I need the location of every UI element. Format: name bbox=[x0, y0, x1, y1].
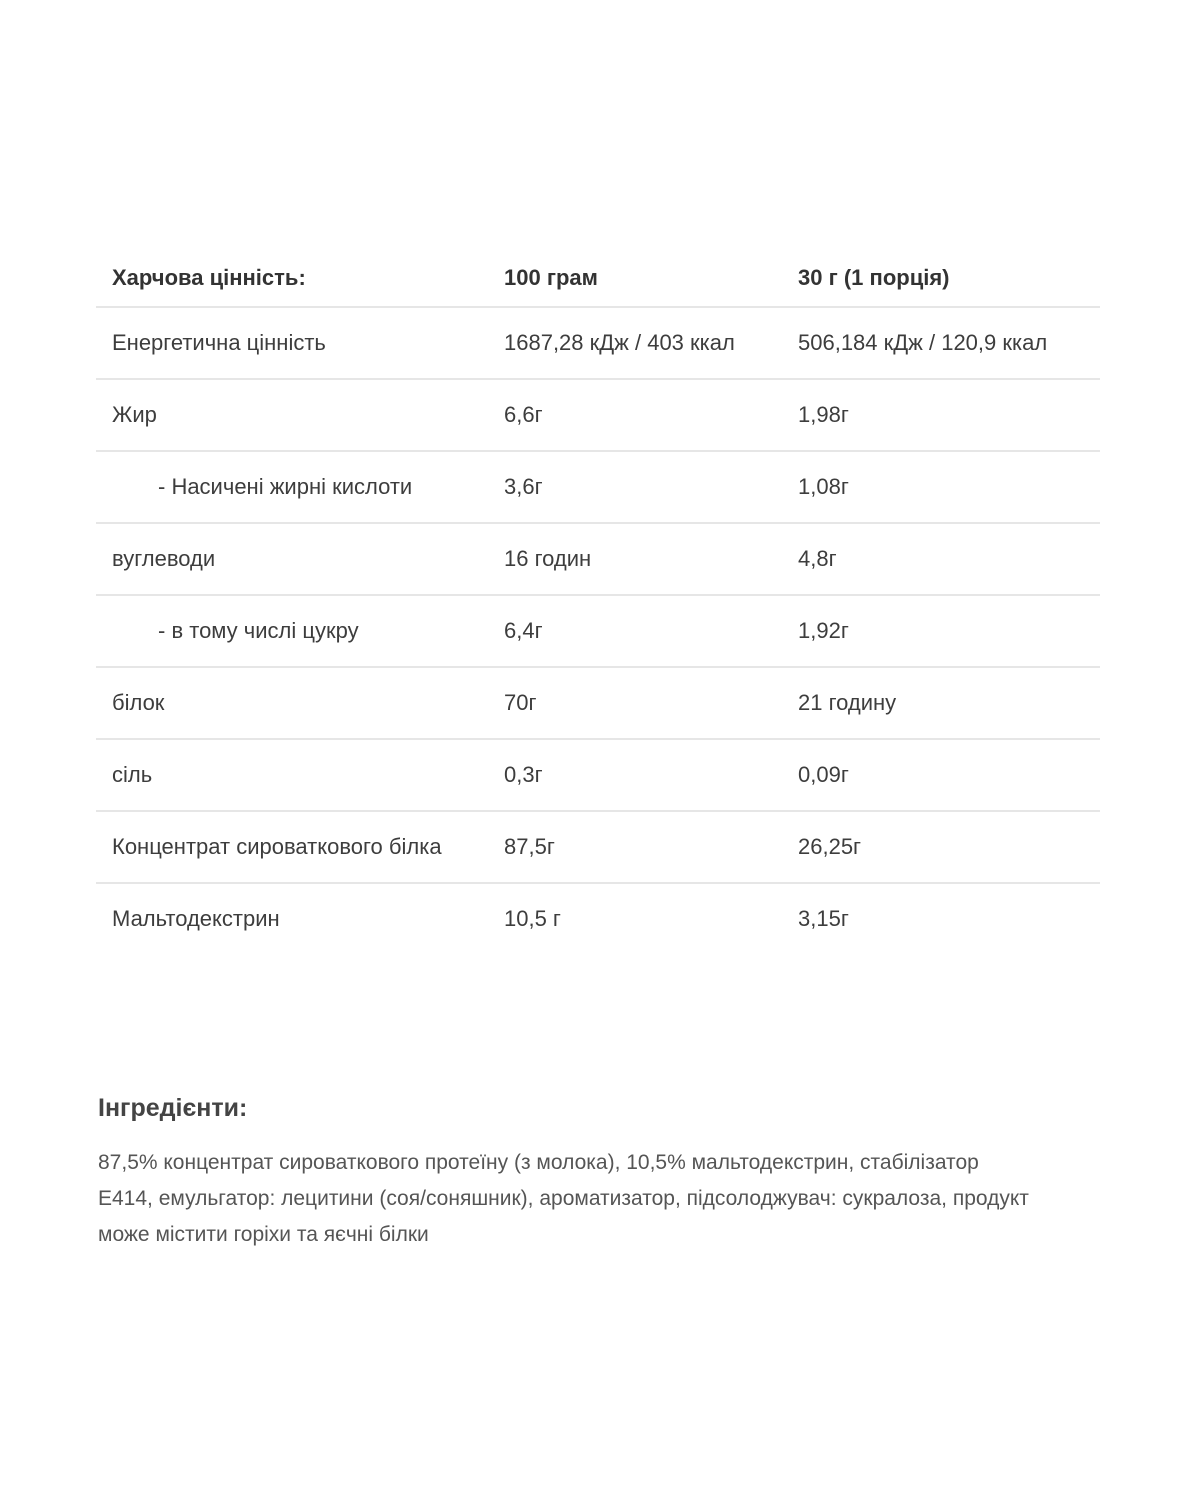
nutrient-per-serving: 0,09г bbox=[782, 739, 1100, 811]
nutrient-name: - в тому числі цукру bbox=[96, 595, 488, 667]
nutrient-per-100g: 87,5г bbox=[488, 811, 782, 883]
table-row bbox=[96, 451, 1100, 523]
table-row bbox=[96, 811, 1100, 883]
nutrient-per-serving: 4,8г bbox=[782, 523, 1100, 595]
nutrient-per-100g: 0,3г bbox=[488, 739, 782, 811]
nutrient-per-100g: 6,4г bbox=[488, 595, 782, 667]
header-per-100g: 100 грам bbox=[488, 250, 782, 307]
nutrient-per-serving: 506,184 кДж / 120,9 ккал bbox=[782, 307, 1100, 379]
ingredients-text: 87,5% концентрат сироваткового протеїну (з молока), 10,5% мальтодекстрин, стабілізатор Е414, емульгатор: лецитини (соя/соняшник), ароматизатор, підсолоджувач: сукралоза, продукт може містити горіхи та яєчні білки bbox=[98, 1151, 1029, 1246]
nutrient-name: сіль bbox=[96, 739, 488, 811]
nutrient-per-100g: 70г bbox=[488, 667, 782, 739]
nutrition-table bbox=[96, 250, 1100, 954]
nutrient-per-100g: 1687,28 кДж / 403 ккал bbox=[488, 307, 782, 379]
table-row bbox=[96, 379, 1100, 451]
table-row bbox=[96, 523, 1100, 595]
nutrient-per-serving: 1,08г bbox=[782, 451, 1100, 523]
nutrient-per-100g: 16 годин bbox=[488, 523, 782, 595]
table-row bbox=[96, 307, 1100, 379]
nutrient-per-serving: 26,25г bbox=[782, 811, 1100, 883]
table-row bbox=[96, 595, 1100, 667]
nutrient-name: Енергетична цінність bbox=[96, 307, 488, 379]
header-nutrient: Харчова цінність: bbox=[96, 250, 488, 307]
nutrient-per-serving: 1,98г bbox=[782, 379, 1100, 451]
nutrient-per-100g: 6,6г bbox=[488, 379, 782, 451]
nutrient-per-100g: 3,6г bbox=[488, 451, 782, 523]
table-row bbox=[96, 739, 1100, 811]
nutrient-name: Мальтодекстрин bbox=[112, 906, 280, 931]
nutrient-per-100g: 10,5 г bbox=[504, 906, 561, 931]
nutrition-header-row bbox=[96, 250, 1100, 307]
nutrient-name: білок bbox=[96, 667, 488, 739]
nutrient-per-serving: 3,15г bbox=[798, 906, 849, 931]
nutrient-name: - Насичені жирні кислоти bbox=[96, 451, 488, 523]
nutrient-per-serving: 1,92г bbox=[782, 595, 1100, 667]
nutrient-per-serving: 21 годину bbox=[782, 667, 1100, 739]
table-row bbox=[96, 667, 1100, 739]
nutrient-name: вуглеводи bbox=[96, 523, 488, 595]
nutrient-name: Концентрат сироваткового білка bbox=[96, 811, 488, 883]
nutrient-name: Жир bbox=[96, 379, 488, 451]
ingredients-title: Інгредієнти: bbox=[98, 1094, 248, 1122]
table-row bbox=[96, 883, 1100, 954]
header-per-serving: 30 г (1 порція) bbox=[782, 250, 1100, 307]
